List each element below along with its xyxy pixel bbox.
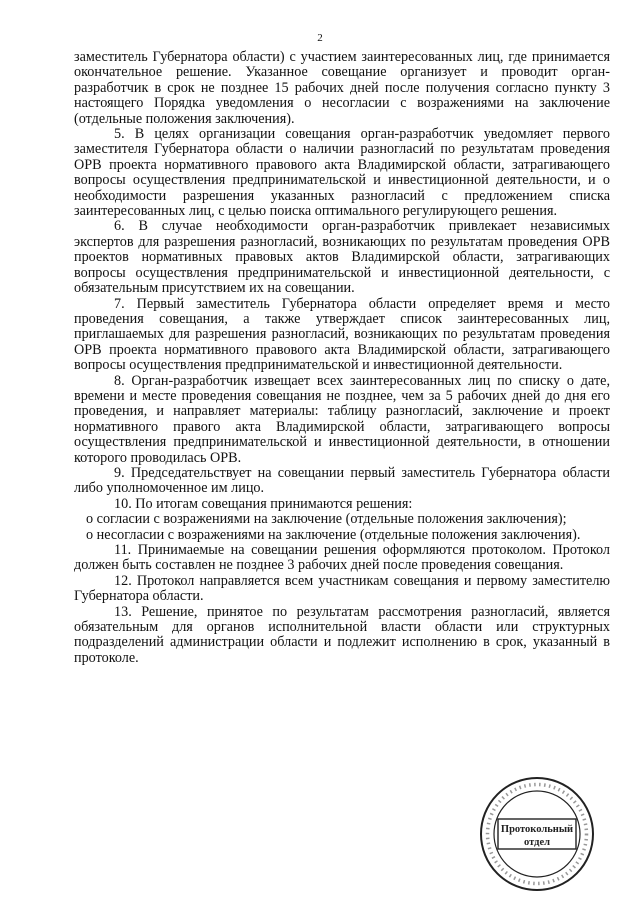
paragraph-item-13: 13. Решение, принятое по результатам рассмотрения разногласий, является обязательным для органов исполнительной власти области или структурных подразделений администрации области и подлежит исполнению в срок, указанный в протоколе. [74, 603, 610, 666]
official-stamp [478, 775, 596, 893]
paragraph-item-8: 8. Орган-разработчик извещает всех заинтересованных лиц по списку о дате, времени и месте проведения совещания не позднее, чем за 5 рабочих дней до дня его проведения, и направляет материалы: таблицу разногласий, заключение и проект нормативного правого акта Владимирской области, затрагивающего вопросы осуществления предпринимательской и инвестиционной деятельности, в отношении которого проводилась ОРВ. [74, 372, 610, 466]
paragraph-item-7: 7. Первый заместитель Губернатора области определяет время и место проведения совещания, а также утверждает список заинтересованных лиц, приглашаемых для разрешения разногласий, возникающих по результатам проведения ОРВ проекта нормативного правового акта Владимирской области, затрагивающего вопросы осуществления предпринимательской и инвестиционной деятельности. [74, 295, 610, 374]
paragraph-item-10: 10. По итогам совещания принимаются решения: [114, 495, 413, 512]
paragraph-item-6: 6. В случае необходимости орган-разработчик привлекает независимых экспертов для разрешения разногласий, возникающих по результатам проведения ОРВ проектов нормативных правовых актов Владимирской области, затрагивающих вопросы осуществления предпринимательской и инвестиционной деятельности, с обязательным присутствием их на совещании. [74, 218, 610, 297]
option-agree: о согласии с возражениями на заключение (отдельные положения заключения); [86, 511, 567, 528]
paragraph-item-9: 9. Председательствует на совещании первый заместитель Губернатора области либо уполномоченное им лицо. [74, 464, 610, 497]
paragraph-item-5: 5. В целях организации совещания орган-разработчик уведомляет первого заместителя Губернатора области о наличии разногласий по результатам проведения ОРВ проекта нормативного правового акта Владимирской области, затрагивающего вопросы осуществления предпринимательской и инвестиционной деятельности, и о необходимости разрешения указанных разногласий с предложением списка заинтересованных лиц, с целью поиска оптимального регулирующего решения. [74, 126, 610, 220]
paragraph-item-11: 11. Принимаемые на совещании решения оформляются протоколом. Протокол должен быть составлен не позднее 3 рабочих дней после проведения совещания. [74, 542, 610, 574]
paragraph-continuation: заместитель Губернатора области) с участием заинтересованных лиц, где принимается окончательное решение. Указанное совещание организует и проводит орган-разработчик в срок не позднее 15 рабочих дней после получения согласно пункту 3 настоящего Порядка уведомления о несогласии с возражениями на заключение (отдельные положения заключения). [74, 49, 610, 127]
option-disagree: о несогласии с возражениями на заключение (отдельные положения заключения). [86, 526, 581, 543]
page-number: 2 [317, 32, 323, 44]
document-body [74, 50, 610, 666]
stamp-line-2: отдел [524, 837, 550, 848]
stamp-line-1: Протокольный [500, 824, 574, 835]
paragraph-item-12: 12. Протокол направляется всем участникам совещания и первому заместителю Губернатора области. [74, 572, 610, 605]
